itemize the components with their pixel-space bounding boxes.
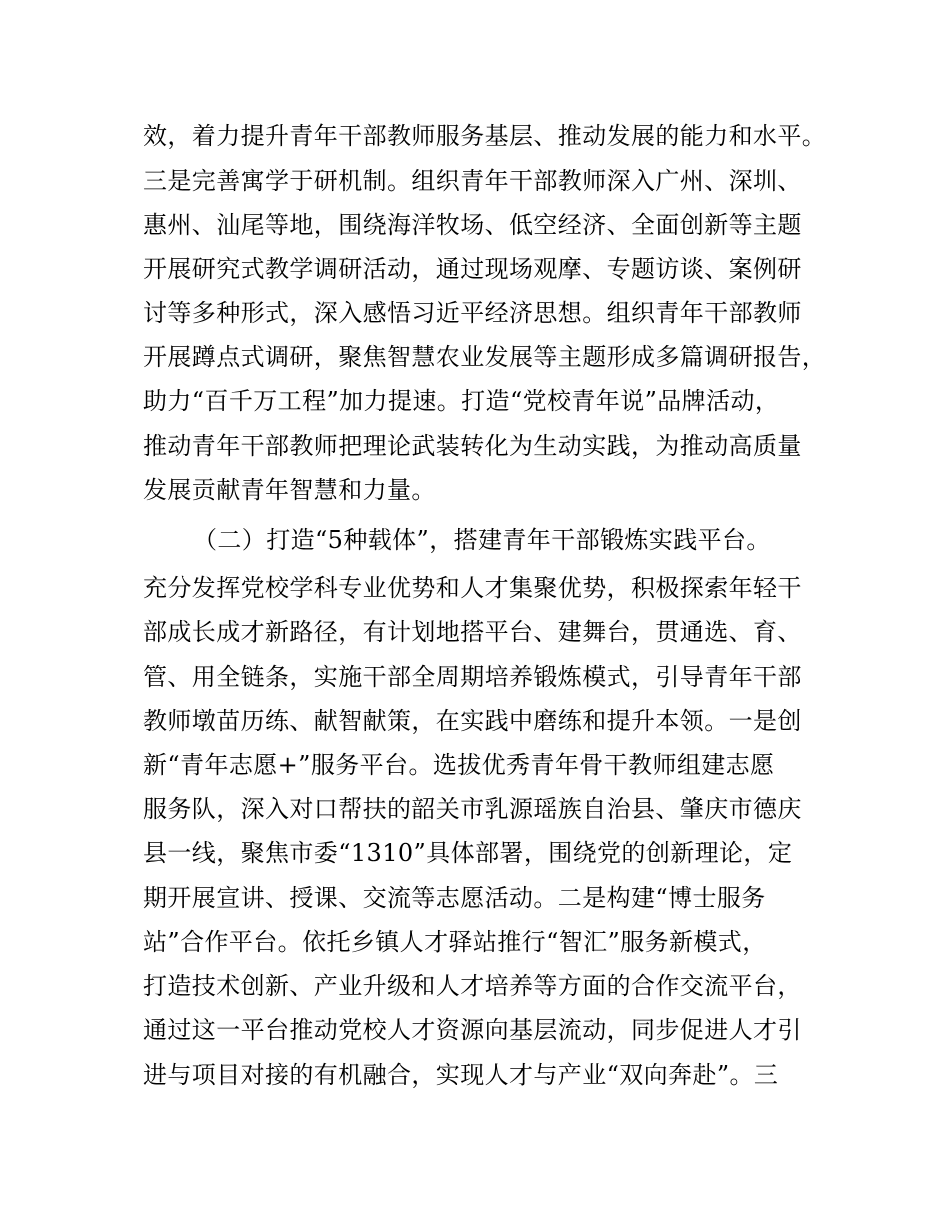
text-line: 县一线，聚焦市委“1310”具体部署，围绕党的创新理论，定 (143, 839, 793, 867)
text-line: 管、用全链条，实施干部全周期培养锻炼模式，引导青年干部 (143, 663, 802, 691)
text-line: 推动青年干部教师把理论武装转化为生动实践，为推动高质量 (143, 432, 802, 460)
text-line: 三是完善寓学于研机制。组织青年干部教师深入广州、深圳、 (143, 167, 802, 195)
section-heading: （二）打造“5种载体”，搭建青年干部锻炼实践平台。 (193, 526, 771, 554)
text-line: 效，着力提升青年干部教师服务基层、推动发展的能力和水平。 (143, 122, 827, 150)
text-line: 充分发挥党校学科专业优势和人才集聚优势，积极探索年轻干 (143, 574, 802, 602)
text-line: 站”合作平台。依托乡镇人才驿站推行“智汇”服务新模式， (143, 928, 767, 956)
text-line: 开展研究式教学调研活动，通过现场观摩、专题访谈、案例研 (143, 255, 802, 283)
text-line: 服务队，深入对口帮扶的韶关市乳源瑶族自治县、肇庆市德庆 (143, 795, 802, 823)
text-line: 教师墩苗历练、献智献策，在实践中磨练和提升本领。一是创 (143, 707, 802, 735)
text-line: 通过这一平台推动党校人才资源向基层流动，同步促进人才引 (143, 1016, 802, 1044)
text-line: 开展蹲点式调研，聚焦智慧农业发展等主题形成多篇调研报告， (143, 343, 827, 371)
text-line: 新“青年志愿+”服务平台。选拔优秀青年骨干教师组建志愿 (143, 751, 775, 779)
text-line: 打造技术创新、产业升级和人才培养等方面的合作交流平台， (143, 972, 802, 1000)
text-line: 期开展宣讲、授课、交流等志愿活动。二是构建“博士服务 (143, 884, 766, 912)
text-line: 进与项目对接的有机融合，实现人才与产业“双向奔赴”。三 (143, 1061, 779, 1089)
text-line: 发展贡献青年智慧和力量。 (143, 476, 436, 504)
text-line: 部成长成才新路径，有计划地搭平台、建舞台，贯通选、育、 (143, 618, 802, 646)
text-line: 讨等多种形式，深入感悟习近平经济思想。组织青年干部教师 (143, 299, 802, 327)
text-line: 助力“百千万工程”加力提速。打造“党校青年说”品牌活动， (143, 387, 780, 415)
text-line: 惠州、汕尾等地，围绕海洋牧场、低空经济、全面创新等主题 (143, 211, 802, 239)
